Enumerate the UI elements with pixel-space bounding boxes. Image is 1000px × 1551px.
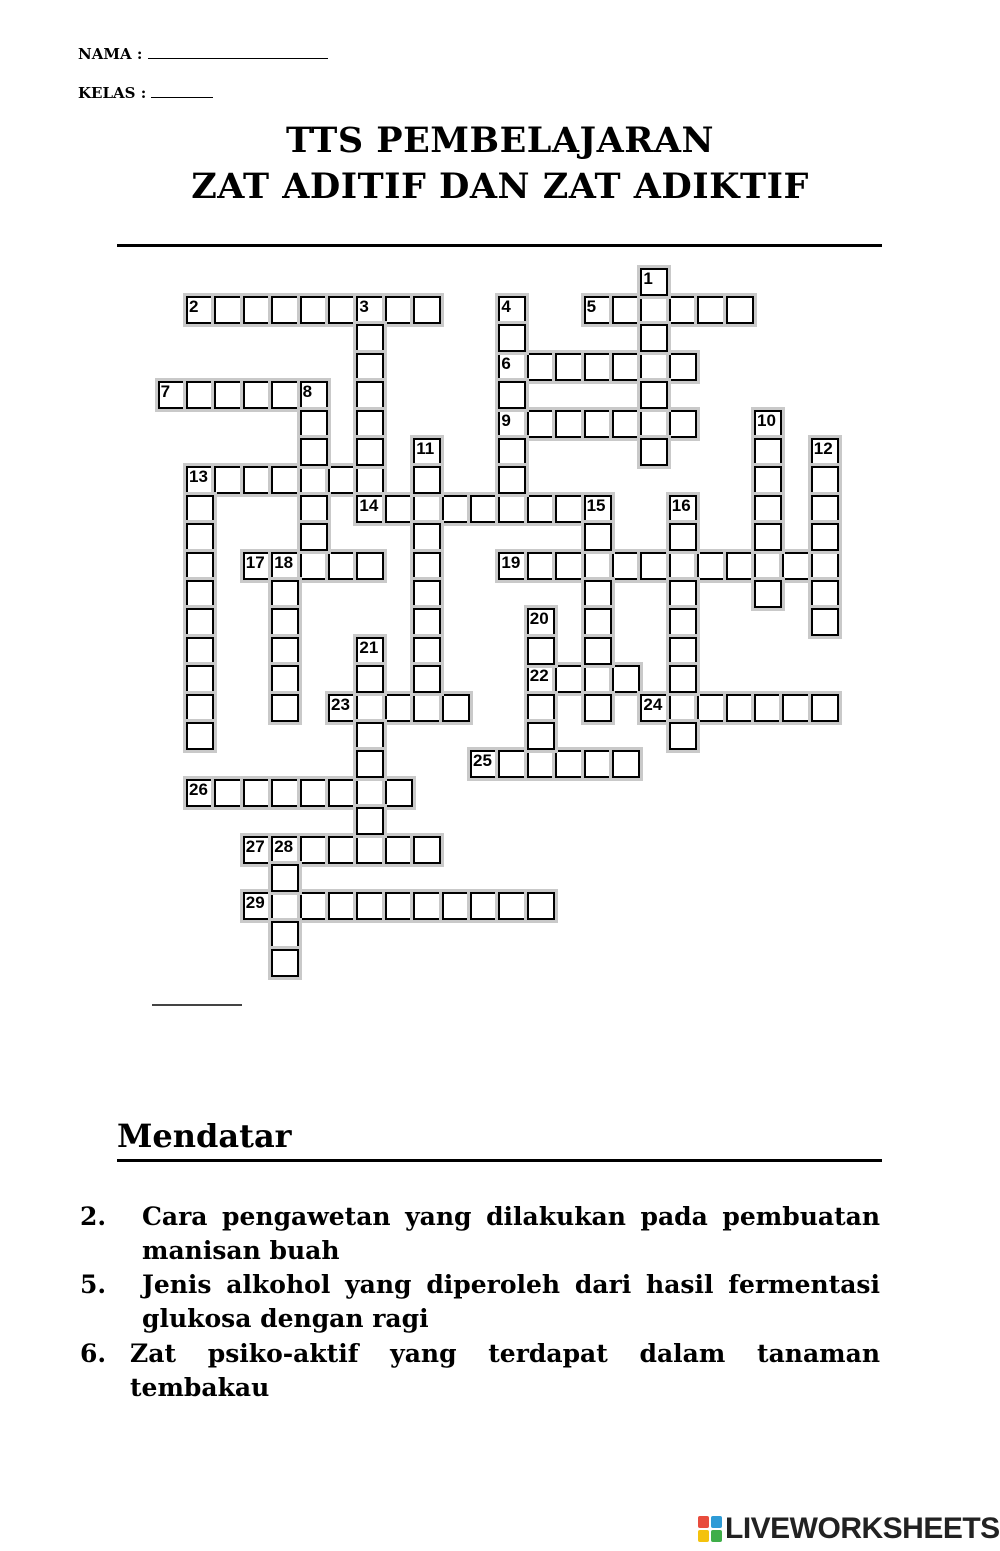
clue-number-label: 5: [586, 297, 597, 316]
crossword-cell[interactable]: [584, 608, 612, 636]
clue-number-label: 29: [245, 893, 265, 913]
crossword-cell-26[interactable]: [186, 779, 214, 807]
clue-number-label: 15: [586, 495, 606, 515]
crossword-cell-1[interactable]: [640, 268, 668, 296]
crossword-cell[interactable]: [811, 580, 839, 608]
crossword-cell[interactable]: [214, 296, 242, 324]
crossword-cell[interactable]: [640, 296, 668, 324]
crossword-cell[interactable]: [754, 523, 782, 551]
crossword-cell[interactable]: [413, 694, 441, 722]
crossword-cell-14[interactable]: [356, 495, 384, 523]
crossword-cell[interactable]: [498, 892, 526, 920]
crossword-cell[interactable]: [300, 892, 328, 920]
crossword-cell[interactable]: [300, 779, 328, 807]
crossword-cell[interactable]: [442, 892, 470, 920]
crossword-cell[interactable]: [555, 552, 583, 580]
mendatar-divider: [117, 1159, 882, 1162]
crossword-cell[interactable]: [413, 637, 441, 665]
crossword-cell[interactable]: [584, 580, 612, 608]
crossword-cell[interactable]: [782, 694, 810, 722]
crossword-cell[interactable]: [186, 523, 214, 551]
crossword-cell[interactable]: [271, 949, 299, 977]
crossword-cell[interactable]: [697, 552, 725, 580]
crossword-cell[interactable]: [413, 466, 441, 494]
crossword-cell[interactable]: [385, 836, 413, 864]
clue-number-label: 23: [331, 694, 350, 714]
clue-number-label: 3: [359, 297, 369, 316]
crossword-cell[interactable]: [498, 438, 526, 466]
clue-number-label: 24: [643, 694, 663, 714]
crossword-cell-10[interactable]: [754, 410, 782, 438]
crossword-cell[interactable]: [385, 296, 413, 324]
clue-number-label: 2: [189, 297, 199, 316]
logo-square-yellow: [698, 1530, 709, 1542]
crossword-cell-16[interactable]: [669, 495, 697, 523]
clue-number-label: 17: [245, 552, 265, 572]
crossword-cell[interactable]: [640, 324, 668, 352]
crossword-cell[interactable]: [782, 552, 810, 580]
crossword-cell[interactable]: [669, 608, 697, 636]
liveworksheets-logo: [698, 1512, 1000, 1545]
crossword-cell[interactable]: [498, 750, 526, 778]
crossword-cell[interactable]: [669, 296, 697, 324]
clue-number-label: 21: [359, 637, 379, 657]
logo-square-red: [698, 1516, 709, 1528]
crossword-cell[interactable]: [442, 694, 470, 722]
crossword-cell[interactable]: [271, 665, 299, 693]
crossword-cell[interactable]: [726, 296, 754, 324]
crossword-cell[interactable]: [612, 296, 640, 324]
crossword-cell[interactable]: [328, 836, 356, 864]
crossword-cell-6[interactable]: [498, 353, 526, 381]
crossword-cell[interactable]: [186, 637, 214, 665]
crossword-cell[interactable]: [584, 410, 612, 438]
crossword-cell[interactable]: [413, 608, 441, 636]
crossword-cell[interactable]: [243, 779, 271, 807]
crossword-cell[interactable]: [271, 637, 299, 665]
clue-number-label: 8: [302, 382, 313, 402]
clue-across-2: [80, 1200, 880, 1268]
crossword-cell[interactable]: [300, 552, 328, 580]
crossword-cell[interactable]: [726, 552, 754, 580]
crossword-cell[interactable]: [271, 779, 299, 807]
crossword-cell-29[interactable]: [243, 892, 271, 920]
crossword-cell[interactable]: [356, 892, 384, 920]
clue-number-label: 27: [245, 836, 265, 856]
crossword-cell[interactable]: [356, 779, 384, 807]
crossword-cell[interactable]: [498, 466, 526, 494]
crossword-cell-17[interactable]: [243, 552, 271, 580]
crossword-cell[interactable]: [385, 779, 413, 807]
crossword-cell[interactable]: [413, 296, 441, 324]
page-title-line-1: TTS PEMBELAJARAN: [285, 120, 715, 161]
crossword-cell[interactable]: [413, 580, 441, 608]
crossword-cell[interactable]: [413, 523, 441, 551]
clue-number-label: 7: [160, 382, 171, 402]
crossword-cell[interactable]: [555, 410, 583, 438]
crossword-cell[interactable]: [413, 892, 441, 920]
crossword-cell[interactable]: [669, 665, 697, 693]
clue-number-label: 20: [529, 609, 549, 629]
crossword-cell[interactable]: [555, 750, 583, 778]
crossword-cell[interactable]: [243, 296, 271, 324]
clue-text: Cara pengawetan yang dilakukan pada pembuatan manisan buah: [142, 1202, 880, 1265]
crossword-cell[interactable]: [640, 410, 668, 438]
crossword-cell-28[interactable]: [271, 836, 299, 864]
crossword-cell[interactable]: [754, 694, 782, 722]
crossword-cell-8[interactable]: [300, 381, 328, 409]
crossword-cell[interactable]: [271, 892, 299, 920]
crossword-cell[interactable]: [754, 466, 782, 494]
crossword-cell[interactable]: [697, 296, 725, 324]
mendatar-heading: Mendatar: [117, 1117, 292, 1155]
crossword-cell[interactable]: [584, 523, 612, 551]
crossword-cell-13[interactable]: [186, 466, 214, 494]
name-label: NAMA :: [78, 45, 143, 63]
clue-number-label: 6: [501, 353, 511, 373]
clue-number-label: 26: [189, 779, 208, 799]
crossword-cell[interactable]: [385, 892, 413, 920]
crossword-cell[interactable]: [640, 552, 668, 580]
crossword-cell[interactable]: [498, 324, 526, 352]
clue-number-label: 19: [501, 552, 521, 572]
crossword-cell[interactable]: [754, 438, 782, 466]
clue-across-6: [80, 1337, 880, 1405]
logo-square-blue: [711, 1516, 722, 1528]
crossword-cell[interactable]: [527, 750, 555, 778]
crossword-cell[interactable]: [669, 410, 697, 438]
crossword-cell[interactable]: [555, 353, 583, 381]
crossword-cell[interactable]: [754, 495, 782, 523]
crossword-cell-22[interactable]: [527, 665, 555, 693]
tiny-footnote-mark: [152, 992, 242, 996]
crossword-cell[interactable]: [271, 381, 299, 409]
clue-number-label: 11: [416, 439, 435, 458]
crossword-cell-7[interactable]: [158, 381, 186, 409]
crossword-cell[interactable]: [640, 438, 668, 466]
clue-number-label: 4: [501, 297, 511, 316]
crossword-cell[interactable]: [356, 722, 384, 750]
clue-number-label: 18: [274, 552, 294, 572]
clue-number-label: 25: [473, 751, 492, 771]
crossword-cell[interactable]: [356, 750, 384, 778]
crossword-cell[interactable]: [669, 523, 697, 551]
crossword-cell[interactable]: [271, 694, 299, 722]
crossword-cell[interactable]: [612, 750, 640, 778]
crossword-cell[interactable]: [328, 552, 356, 580]
crossword-cell[interactable]: [811, 495, 839, 523]
crossword-cell[interactable]: [356, 324, 384, 352]
crossword-cell[interactable]: [186, 694, 214, 722]
crossword-cell[interactable]: [640, 381, 668, 409]
crossword-cell[interactable]: [356, 381, 384, 409]
crossword-cell[interactable]: [754, 552, 782, 580]
crossword-cell[interactable]: [584, 750, 612, 778]
crossword-cell-3[interactable]: [356, 296, 384, 324]
crossword-cell-4[interactable]: [498, 296, 526, 324]
crossword-cell[interactable]: [271, 921, 299, 949]
clue-number-label: 1: [643, 268, 653, 288]
crossword-cell[interactable]: [356, 353, 384, 381]
crossword-cell[interactable]: [697, 694, 725, 722]
crossword-cell[interactable]: [811, 466, 839, 494]
crossword-cell[interactable]: [498, 381, 526, 409]
clue-number-label: 14: [359, 495, 379, 515]
crossword-cell-20[interactable]: [527, 608, 555, 636]
crossword-cell[interactable]: [413, 836, 441, 864]
crossword-cell[interactable]: [328, 892, 356, 920]
crossword-cell[interactable]: [527, 552, 555, 580]
crossword-cell-27[interactable]: [243, 836, 271, 864]
clue-number-label: 9: [501, 410, 511, 430]
crossword-cell[interactable]: [442, 495, 470, 523]
crossword-cell[interactable]: [612, 552, 640, 580]
crossword-cell[interactable]: [300, 836, 328, 864]
crossword-cell[interactable]: [300, 438, 328, 466]
crossword-cell[interactable]: [300, 523, 328, 551]
crossword-cell[interactable]: [356, 410, 384, 438]
clue-number: 5.: [80, 1270, 107, 1299]
crossword-cell[interactable]: [754, 580, 782, 608]
crossword-cell-25[interactable]: [470, 750, 498, 778]
crossword-cell[interactable]: [811, 608, 839, 636]
crossword-cell[interactable]: [243, 466, 271, 494]
crossword-cell[interactable]: [356, 694, 384, 722]
crossword-cell[interactable]: [811, 694, 839, 722]
crossword-cell-9[interactable]: [498, 410, 526, 438]
crossword-cell[interactable]: [527, 722, 555, 750]
clue-number: 6.: [80, 1339, 107, 1368]
crossword-cell[interactable]: [186, 722, 214, 750]
clue-text: Jenis alkohol yang diperoleh dari hasil fermentasi glukosa dengan ragi: [142, 1270, 880, 1333]
crossword-cell[interactable]: [470, 495, 498, 523]
crossword-cell[interactable]: [413, 495, 441, 523]
crossword-cell-5[interactable]: [584, 296, 612, 324]
crossword-cell[interactable]: [555, 495, 583, 523]
crossword-cell[interactable]: [669, 353, 697, 381]
crossword-cell-23[interactable]: [328, 694, 356, 722]
crossword-cell[interactable]: [328, 779, 356, 807]
crossword-cell-18[interactable]: [271, 552, 299, 580]
crossword-cell[interactable]: [300, 495, 328, 523]
crossword-cell[interactable]: [413, 665, 441, 693]
crossword-cell[interactable]: [612, 410, 640, 438]
crossword-cell[interactable]: [356, 836, 384, 864]
crossword-cell-19[interactable]: [498, 552, 526, 580]
crossword-cell[interactable]: [470, 892, 498, 920]
crossword-cell[interactable]: [669, 552, 697, 580]
logo-square-green: [711, 1530, 722, 1542]
crossword-cell[interactable]: [328, 466, 356, 494]
crossword-cell[interactable]: [300, 410, 328, 438]
crossword-cell[interactable]: [271, 580, 299, 608]
crossword-cell[interactable]: [640, 353, 668, 381]
crossword-cell-2[interactable]: [186, 296, 214, 324]
crossword-cell[interactable]: [498, 495, 526, 523]
crossword-cell[interactable]: [527, 410, 555, 438]
crossword-cell-21[interactable]: [356, 637, 384, 665]
crossword-cell[interactable]: [186, 665, 214, 693]
crossword-cell[interactable]: [584, 637, 612, 665]
crossword-cell[interactable]: [186, 381, 214, 409]
crossword-cell-15[interactable]: [584, 495, 612, 523]
crossword-cell[interactable]: [584, 694, 612, 722]
crossword-cell[interactable]: [328, 296, 356, 324]
crossword-cell[interactable]: [584, 353, 612, 381]
crossword-cell[interactable]: [300, 466, 328, 494]
crossword-cell[interactable]: [584, 552, 612, 580]
crossword-cell[interactable]: [612, 353, 640, 381]
crossword-cell[interactable]: [555, 665, 583, 693]
crossword-cell[interactable]: [300, 296, 328, 324]
crossword-cell[interactable]: [385, 694, 413, 722]
crossword-cell-12[interactable]: [811, 438, 839, 466]
crossword-cell[interactable]: [669, 637, 697, 665]
crossword-cell[interactable]: [669, 694, 697, 722]
crossword-cell[interactable]: [214, 381, 242, 409]
crossword-cell-11[interactable]: [413, 438, 441, 466]
liveworksheets-wordmark: LIVEWORKSHEETS: [725, 1512, 1000, 1545]
crossword-cell[interactable]: [186, 580, 214, 608]
crossword-cell[interactable]: [527, 353, 555, 381]
crossword-cell[interactable]: [669, 722, 697, 750]
crossword-cell[interactable]: [584, 665, 612, 693]
crossword-cell[interactable]: [186, 608, 214, 636]
crossword-cell[interactable]: [271, 864, 299, 892]
crossword-cell[interactable]: [385, 495, 413, 523]
crossword-cell[interactable]: [527, 637, 555, 665]
crossword-cell[interactable]: [612, 665, 640, 693]
crossword-cell[interactable]: [527, 694, 555, 722]
crossword-cell[interactable]: [271, 296, 299, 324]
page-title-line-2: ZAT ADITIF DAN ZAT ADIKTIF: [191, 166, 809, 207]
crossword-cell[interactable]: [527, 495, 555, 523]
crossword-cell[interactable]: [527, 892, 555, 920]
crossword-cell[interactable]: [271, 466, 299, 494]
crossword-cell[interactable]: [726, 694, 754, 722]
crossword-cell[interactable]: [356, 807, 384, 835]
clue-number-label: 10: [757, 410, 776, 430]
liveworksheets-logo-icon: [698, 1516, 722, 1542]
clue-number: 2.: [80, 1202, 107, 1231]
crossword-cell[interactable]: [186, 552, 214, 580]
crossword-cell[interactable]: [811, 552, 839, 580]
crossword-cell-24[interactable]: [640, 694, 668, 722]
clue-number-label: 12: [813, 439, 833, 458]
crossword-cell[interactable]: [243, 381, 271, 409]
clue-number-label: 13: [189, 467, 208, 487]
clue-across-5: [80, 1268, 880, 1336]
crossword-cell[interactable]: [271, 608, 299, 636]
clue-text: Zat psiko-aktif yang terdapat dalam tanaman tembakau: [130, 1339, 880, 1402]
crossword-cell[interactable]: [669, 580, 697, 608]
clue-number-label: 16: [671, 495, 691, 515]
crossword-cell[interactable]: [356, 438, 384, 466]
crossword-cell[interactable]: [356, 466, 384, 494]
class-label: KELAS :: [78, 84, 147, 102]
crossword-cell[interactable]: [356, 665, 384, 693]
clue-number-label: 22: [529, 666, 549, 686]
crossword-cell[interactable]: [214, 466, 242, 494]
crossword-cell[interactable]: [356, 552, 384, 580]
crossword-cell[interactable]: [811, 523, 839, 551]
crossword-cell[interactable]: [186, 495, 214, 523]
crossword-cell[interactable]: [413, 552, 441, 580]
clue-number-label: 28: [274, 836, 294, 856]
crossword-cell[interactable]: [214, 779, 242, 807]
